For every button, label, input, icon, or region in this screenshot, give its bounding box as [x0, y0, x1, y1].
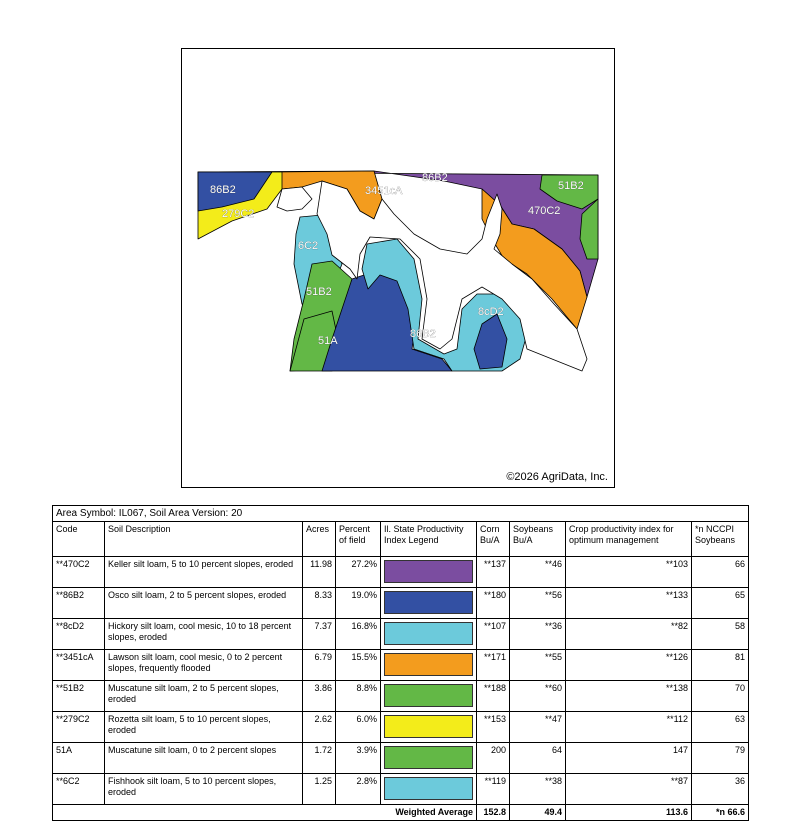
cell-legend — [381, 619, 477, 650]
weighted-corn: 152.8 — [477, 805, 510, 821]
cell-cpi: **138 — [566, 681, 692, 712]
cell-nccpi: 66 — [692, 557, 749, 588]
cell-corn: **137 — [477, 557, 510, 588]
table-caption: Area Symbol: IL067, Soil Area Version: 20 — [53, 506, 749, 522]
header-nccpi: *n NCCPI Soybeans — [692, 522, 749, 557]
header-soybeans: Soybeans Bu/A — [510, 522, 566, 557]
soil-map-canvas — [182, 49, 614, 487]
cell-description: Keller silt loam, 5 to 10 percent slopes, eroded — [105, 557, 303, 588]
cell-percent: 16.8% — [336, 619, 381, 650]
cell-legend — [381, 588, 477, 619]
cell-acres: 6.79 — [303, 650, 336, 681]
table-row — [53, 681, 749, 712]
table-header-row — [53, 522, 749, 557]
cell-acres: 11.98 — [303, 557, 336, 588]
map-label-470C2: 470C2 — [528, 205, 561, 217]
legend-swatch — [384, 591, 473, 614]
map-label-51B2-b: 51B2 — [306, 286, 332, 298]
cell-soybeans: **38 — [510, 774, 566, 805]
cell-nccpi: 63 — [692, 712, 749, 743]
weighted-cpi: 113.6 — [566, 805, 692, 821]
cell-cpi: **103 — [566, 557, 692, 588]
legend-swatch — [384, 684, 473, 707]
cell-nccpi: 70 — [692, 681, 749, 712]
map-label-3451cA: 3451cA — [365, 185, 403, 197]
cell-soybeans: **56 — [510, 588, 566, 619]
table-row — [53, 743, 749, 774]
cell-description: Muscatune silt loam, 0 to 2 percent slopes — [105, 743, 303, 774]
header-acres: Acres — [303, 522, 336, 557]
cell-code: **86B2 — [53, 588, 105, 619]
cell-acres: 8.33 — [303, 588, 336, 619]
cell-corn: **153 — [477, 712, 510, 743]
legend-swatch — [384, 777, 473, 800]
cell-cpi: 147 — [566, 743, 692, 774]
cell-legend — [381, 650, 477, 681]
soil-table-container — [52, 505, 748, 821]
soil-map — [181, 48, 615, 488]
cell-percent: 19.0% — [336, 588, 381, 619]
cell-legend — [381, 774, 477, 805]
map-label-6C2: 6C2 — [298, 240, 319, 252]
cell-percent: 27.2% — [336, 557, 381, 588]
cell-corn: **107 — [477, 619, 510, 650]
cell-nccpi: 36 — [692, 774, 749, 805]
cell-cpi: **133 — [566, 588, 692, 619]
cell-soybeans: **55 — [510, 650, 566, 681]
legend-swatch — [384, 560, 473, 583]
weighted-average-label: Weighted Average — [53, 805, 477, 821]
cell-description: Hickory silt loam, cool mesic, 10 to 18 percent slopes, eroded — [105, 619, 303, 650]
legend-swatch — [384, 653, 473, 676]
cell-acres: 3.86 — [303, 681, 336, 712]
cell-code: **8cD2 — [53, 619, 105, 650]
cell-nccpi: 79 — [692, 743, 749, 774]
cell-nccpi: 65 — [692, 588, 749, 619]
cell-description: Osco silt loam, 2 to 5 percent slopes, eroded — [105, 588, 303, 619]
cell-soybeans: **47 — [510, 712, 566, 743]
cell-legend — [381, 712, 477, 743]
header-corn: Corn Bu/A — [477, 522, 510, 557]
cell-nccpi: 58 — [692, 619, 749, 650]
cell-legend — [381, 681, 477, 712]
header-cpi: Crop productivity index for optimum management — [566, 522, 692, 557]
map-label-8cD2: 8cD2 — [478, 306, 504, 318]
weighted-average-row — [53, 805, 749, 821]
cell-soybeans: **60 — [510, 681, 566, 712]
cell-percent: 2.8% — [336, 774, 381, 805]
header-description: Soil Description — [105, 522, 303, 557]
cell-code: **279C2 — [53, 712, 105, 743]
legend-swatch — [384, 715, 473, 738]
cell-percent: 15.5% — [336, 650, 381, 681]
cell-code: **470C2 — [53, 557, 105, 588]
table-row — [53, 774, 749, 805]
cell-description: Muscatune silt loam, 2 to 5 percent slopes, eroded — [105, 681, 303, 712]
field-void-b — [277, 187, 312, 211]
cell-acres: 2.62 — [303, 712, 336, 743]
weighted-soybeans: 49.4 — [510, 805, 566, 821]
cell-corn: **171 — [477, 650, 510, 681]
header-percent: Percent of field — [336, 522, 381, 557]
cell-legend — [381, 557, 477, 588]
table-row — [53, 712, 749, 743]
cell-nccpi: 81 — [692, 650, 749, 681]
map-label-279C2: 279C2 — [222, 208, 255, 220]
legend-swatch — [384, 746, 473, 769]
cell-code: **3451cA — [53, 650, 105, 681]
cell-soybeans: **36 — [510, 619, 566, 650]
soil-table — [52, 505, 749, 821]
cell-percent: 6.0% — [336, 712, 381, 743]
cell-cpi: **112 — [566, 712, 692, 743]
cell-cpi: **87 — [566, 774, 692, 805]
cell-corn: **119 — [477, 774, 510, 805]
cell-code: 51A — [53, 743, 105, 774]
cell-description: Rozetta silt loam, 5 to 10 percent slopes, eroded — [105, 712, 303, 743]
table-row — [53, 619, 749, 650]
cell-description: Lawson silt loam, cool mesic, 0 to 2 percent slopes, frequently flooded — [105, 650, 303, 681]
cell-cpi: **82 — [566, 619, 692, 650]
cell-soybeans: 64 — [510, 743, 566, 774]
map-label-86B2-c: 86B2 — [410, 328, 436, 340]
cell-soybeans: **46 — [510, 557, 566, 588]
cell-code: **6C2 — [53, 774, 105, 805]
map-label-51B2-a: 51B2 — [558, 180, 584, 192]
map-label-86B2-a: 86B2 — [210, 184, 236, 196]
cell-percent: 3.9% — [336, 743, 381, 774]
cell-acres: 1.72 — [303, 743, 336, 774]
cell-percent: 8.8% — [336, 681, 381, 712]
cell-code: **51B2 — [53, 681, 105, 712]
legend-swatch — [384, 622, 473, 645]
cell-acres: 7.37 — [303, 619, 336, 650]
table-row — [53, 588, 749, 619]
header-legend: Il. State Productivity Index Legend — [381, 522, 477, 557]
cell-legend — [381, 743, 477, 774]
table-row — [53, 650, 749, 681]
map-label-51A: 51A — [318, 335, 338, 347]
cell-cpi: **126 — [566, 650, 692, 681]
cell-acres: 1.25 — [303, 774, 336, 805]
map-label-86B2-b: 86B2 — [422, 172, 448, 184]
table-row — [53, 557, 749, 588]
cell-corn: **180 — [477, 588, 510, 619]
copyright-notice: ©2026 AgriData, Inc. — [506, 471, 608, 483]
weighted-nccpi: *n 66.6 — [692, 805, 749, 821]
cell-corn: 200 — [477, 743, 510, 774]
header-code: Code — [53, 522, 105, 557]
cell-corn: **188 — [477, 681, 510, 712]
cell-description: Fishhook silt loam, 5 to 10 percent slopes, eroded — [105, 774, 303, 805]
